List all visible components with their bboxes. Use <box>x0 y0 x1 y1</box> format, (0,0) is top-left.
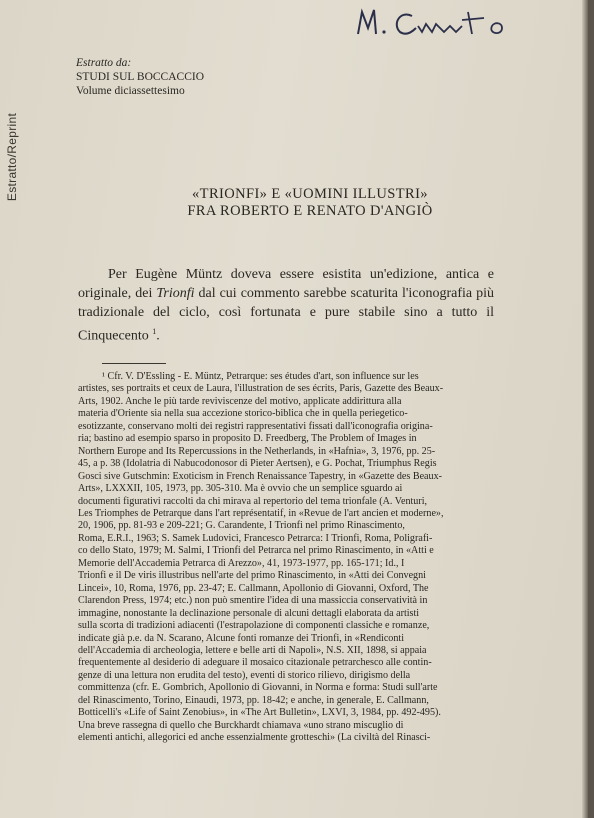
footnote-reference[interactable]: 1 <box>152 327 157 336</box>
footnote-divider <box>102 363 166 364</box>
footnote <box>78 371 496 745</box>
volume-number: Volume diciassettesimo <box>76 85 185 97</box>
body-italic-term: Trionfi <box>156 286 195 301</box>
footnote-line: committenza (cfr. E. Gombrich, Apollonio di Giovanni, in Norma e forma: Studi sull'arte <box>78 682 438 694</box>
source-label: Estratto da: <box>76 57 132 69</box>
footnote-line: sulla scorta di tradizioni adiacenti (l'estrapolazione di componenti classiche e romanze, <box>78 620 430 632</box>
title-line-2: FRA ROBERTO E RENATO D'ANGIÒ <box>187 203 433 219</box>
footnote-line: materia d'Oriente sia nella sua accezione storico-biblica che in quella periegetico- <box>78 408 408 420</box>
footnote-line: dell'Accademia di archeologia, lettere e belle arti di Napoli», N.S. XII, 1898, si appaia <box>78 644 427 656</box>
footnote-line: Lincei», 10, Roma, 1976, pp. 23-47; E. Callmann, Apollonio di Giovanni, Oxford, The <box>78 582 429 594</box>
journal-name: STUDI SUL BOCCACCIO <box>76 71 205 83</box>
reprint-stamp: Estratto/Reprint <box>5 112 19 202</box>
footnote-line: co dello Stato, 1979; M. Salmi, I Trionfi del Petrarca nel primo Rinascimento, in «Atti e <box>78 545 434 557</box>
footnote-line: frequentemente al desiderio di adeguare il mosaico citazionale petrarchesco alle contin- <box>78 657 432 669</box>
body-text-rest: dal cui commento sarebbe scaturita l'iconografia più tradizionale del ciclo, così fortunata e pure stabile sino a tutto il Cinquecento <box>78 286 494 344</box>
body-text-start: Per Eugène Müntz doveva essere esistita un'edizione, antica e originale, dei <box>78 267 494 301</box>
page-edge <box>582 0 588 818</box>
footnote-line: genze di una lettura non erudita del testo), eventi di storico rilievo, dirigismo della <box>78 669 411 681</box>
footnote-line: immagine, nonostante la declinazione personale di alcuni dettagli elaborata da artisti <box>78 607 420 619</box>
footnote-line: Memorie dell'Accademia Petrarca di Arezzo», 41, 1973-1977, pp. 165-171; Id., I <box>78 557 405 569</box>
footnote-line: Arts», LXXXII, 105, 1973, pp. 305-310. Ma è ovvio che un semplice sguardo ai <box>78 483 403 495</box>
footnote-line: artistes, ses portraits et ceux de Laura, l'illustration de ses écrits, Paris, Gazette des Beaux- <box>78 383 444 395</box>
footnote-line: ¹ Cfr. V. D'Essling - E. Müntz, Petrarque: ses études d'art, son influence sur les <box>102 371 419 382</box>
footnote-line: elementi antichi, allegorici ed anche essenzialmente grotteschi» (La civiltà del Rinasci- <box>78 732 431 744</box>
footnote-line: 20, 1906, pp. 81-93 e 209-221; G. Carandente, I Trionfi nel primo Rinascimento, <box>78 520 405 532</box>
article-title <box>60 186 560 220</box>
footnote-line: Trionfi e il De viris illustribus nell'arte del primo Rinascimento, in «Atti dei Convegni <box>78 570 426 582</box>
footnote-line: Una breve rassegna di quello che Burckhardt chiamava «uno strano miscuglio di <box>78 719 404 731</box>
footnote-line: Botticelli's «Life of Saint Zenobius», in «The Art Bulletin», LXVI, 3, 1984, pp. 492-495). <box>78 707 441 719</box>
handwritten-signature <box>352 4 532 40</box>
footnote-line: Roma, E.R.I., 1963; S. Samek Ludovici, Francesco Petrarca: I Trionfi, Roma, Poligrafi- <box>78 532 433 544</box>
footnote-line: esotizzante, conservano molti dei registri rappresentativi fissati dall'iconografia origina- <box>78 420 433 432</box>
footnote-line: documenti figurativi raccolti da chi mirava al repertorio del tema trionfale (A. Venturi, <box>78 495 428 507</box>
footnote-line: Les Triomphes de Petrarque dans l'art représentatif, in «Revue de l'art ancien et moderne», <box>78 507 444 519</box>
footnote-line: indicate già p.e. da N. Scarano, Alcune fonti romanze dei Trionfi, in «Rendiconti <box>78 632 405 644</box>
footnote-line: Gosci sive Gutschmin: Exoticism in French Renaissance Tapestry, in «Gazette des Beaux- <box>78 470 442 482</box>
source-header <box>76 56 204 98</box>
footnote-line: Arts, 1902. Anche le più tarde reviviscenze del motivo, applicate addirittura alla <box>78 395 402 407</box>
body-text-end: . <box>156 328 160 344</box>
body-paragraph <box>78 265 494 346</box>
footnote-line: Clarendon Press, 1974; etc.) non può smentire l'idea di una massiccia conservatività in <box>78 595 428 607</box>
footnote-line: del Rinascimento, Torino, Einaudi, 1973, pp. 18-42; e anche, in generale, E. Callmann, <box>78 694 429 706</box>
footnote-line: 45, a p. 38 (Idolatria di Nabucodonosor di Pieter Aertsen), e G. Pochat, Triumphus Regis <box>78 458 437 470</box>
title-line-1: «TRIONFI» E «UOMINI ILLUSTRI» <box>192 186 428 202</box>
footnote-line: ria; bastino ad esempio sparso in proposito D. Freedberg, The Problem of Images in <box>78 433 417 445</box>
footnote-line: Northern Europe and Its Repercussions in the Netherlands, in «Hafnia», 3, 1976, pp. 25- <box>78 445 436 457</box>
